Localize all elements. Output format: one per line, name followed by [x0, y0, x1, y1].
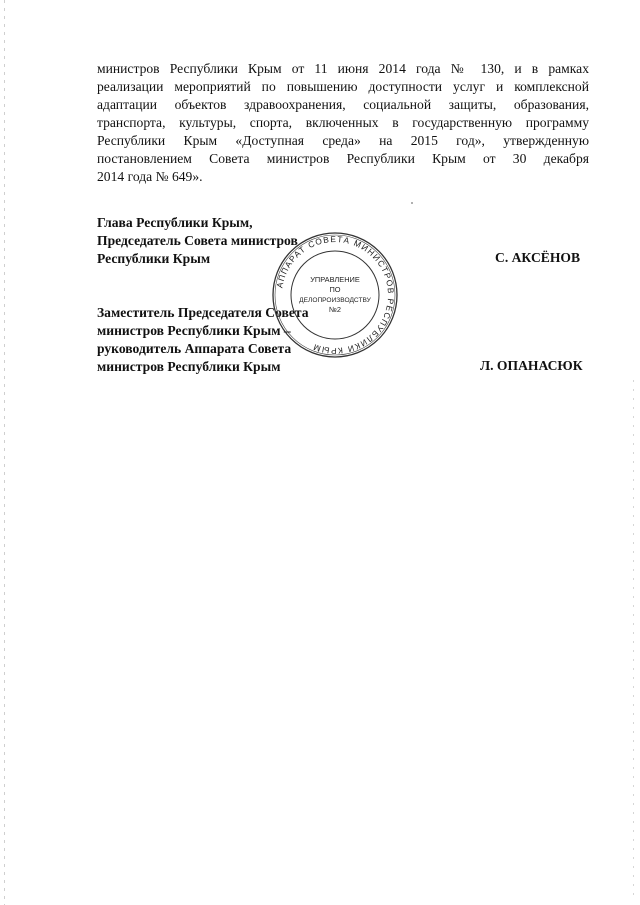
seal-center-line: ДЕЛОПРОИЗВОДСТВУ — [299, 297, 371, 304]
signatory-2-title-line: министров Республики Крым — [97, 359, 281, 374]
signatory-1-title-line: Республики Крым — [97, 251, 211, 266]
scan-edge-right — [633, 380, 634, 900]
paragraph-line: министров Республики Крым от 11 июня 2014 года № 130, и в рамках — [97, 61, 589, 76]
seal-inner-ring — [291, 251, 379, 339]
paragraph-line: 2014 года № 649». — [97, 169, 203, 184]
seal-center-line: УПРАВЛЕНИЕ — [310, 275, 360, 284]
signatory-2-title-line: министров Республики Крым – — [97, 323, 291, 338]
signatory-2-name: Л. ОПАНАСЮК — [480, 358, 583, 373]
signatory-2-title-line: Заместитель Председателя Совета — [97, 305, 309, 320]
seal-ring-text: АППАРАТ СОВЕТА МИНИСТРОВ РЕСПУБЛИКИ КРЫМ — [274, 233, 397, 357]
seal-center-line: №2 — [328, 305, 342, 314]
paragraph-line: транспорта, культуры, спорта, включенных в государственную программу — [97, 115, 589, 130]
official-seal — [270, 230, 400, 360]
body-paragraph — [97, 60, 589, 186]
seal-center-line: ПО — [329, 285, 341, 294]
paragraph-line: реализации мероприятий по повышению доступности услуг и комплексной — [97, 79, 589, 94]
signatory-2-title-line: руководитель Аппарата Совета — [97, 341, 292, 356]
signatory-1-title-line: Глава Республики Крым, — [97, 215, 253, 230]
signatory-1-title — [97, 214, 298, 268]
signatory-1-title-line: Председатель Совета министров — [97, 233, 298, 248]
paragraph-line: адаптации объектов здравоохранения, социальной защиты, образования, — [97, 97, 589, 112]
seal-outer-ring — [273, 233, 397, 357]
paragraph-line: Республики Крым «Доступная среда» на 2015 год», утвержденную — [97, 133, 589, 148]
scan-speck — [411, 202, 413, 204]
scan-edge-left — [4, 0, 5, 905]
paragraph-line: постановлением Совета министров Республики Крым от 30 декабря — [97, 151, 589, 166]
signatory-1-name: С. АКСЁНОВ — [495, 250, 581, 265]
